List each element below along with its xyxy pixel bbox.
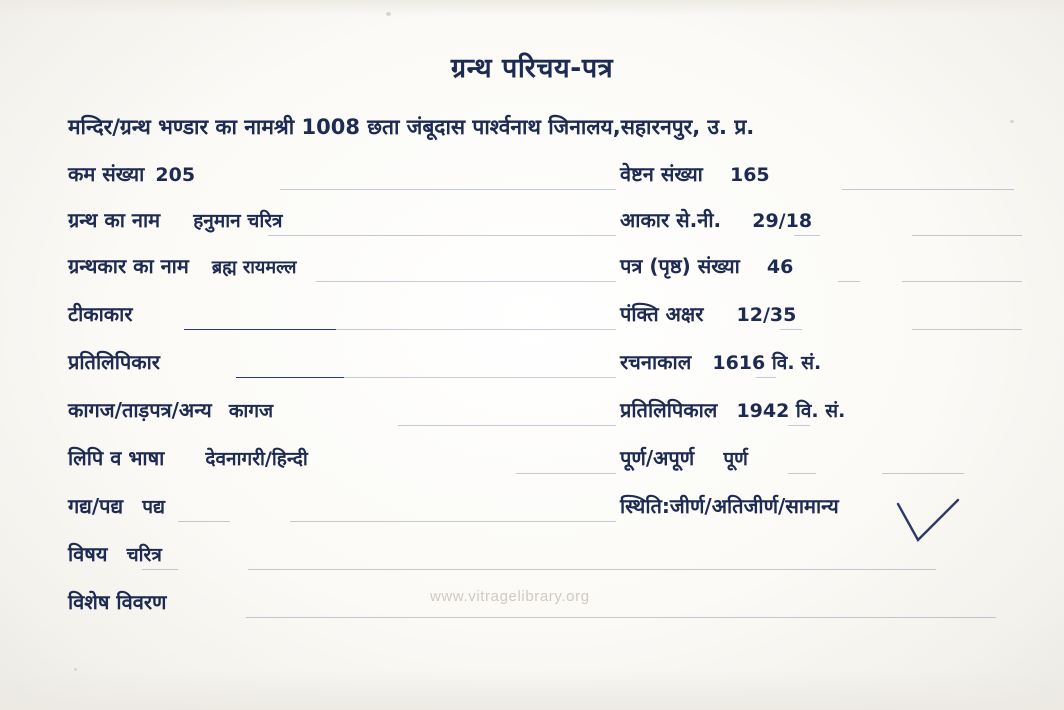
field-rule <box>184 329 336 330</box>
field-label: प्रतिलिपिकाल <box>620 398 718 422</box>
field-value: चरित्र <box>126 544 162 566</box>
field-row <box>68 300 616 334</box>
paper-speck <box>74 668 77 671</box>
field-row <box>68 160 616 194</box>
field-label: प्रतिलिपिकार <box>68 350 160 374</box>
field-label: पंक्ति अक्षर <box>620 302 704 326</box>
organization-value: श्री 1008 छता जंबूदास पार्श्वनाथ जिनालय,सहारनपुर, उ. प्र. <box>273 115 755 139</box>
field-row <box>620 300 1040 334</box>
field-value: पद्य <box>142 496 165 518</box>
field-label: आकार से.नी. <box>620 208 722 232</box>
field-rule <box>316 281 616 282</box>
field-label: टीकाकार <box>68 302 133 326</box>
field-value: 1942 वि. सं. <box>736 400 846 422</box>
field-row <box>620 444 1040 478</box>
checkmark-icon <box>896 498 962 544</box>
field-rule <box>788 473 816 474</box>
field-label: स्थिति:जीर्ण/अतिजीर्ण/सामान्य <box>620 494 839 518</box>
field-value: देवनागरी/हिन्दी <box>205 448 308 470</box>
field-rule <box>516 473 616 474</box>
field-value: ब्रह्म रायमल्ल <box>211 257 297 278</box>
field-row <box>620 396 1040 430</box>
field-rule <box>838 281 860 282</box>
field-row <box>68 396 616 430</box>
field-rule <box>902 281 1022 282</box>
field-row <box>620 206 1040 240</box>
field-value: कागज <box>228 400 274 422</box>
field-rule <box>336 329 616 330</box>
organization-label: मन्दिर/ग्रन्थ भण्डार का नाम <box>68 115 274 139</box>
field-rule <box>780 329 802 330</box>
paper-speck <box>386 12 391 16</box>
field-row <box>68 206 616 240</box>
field-label: ग्रन्थकार का नाम <box>68 254 189 278</box>
field-row <box>620 160 1040 194</box>
field-rule <box>398 425 616 426</box>
organization-line <box>68 113 1034 141</box>
field-value: 205 <box>155 164 196 186</box>
field-label: पूर्ण/अपूर्ण <box>620 446 695 470</box>
field-label: रचनाकाल <box>620 350 692 374</box>
field-value: हनुमान चरित्र <box>193 210 283 232</box>
field-label: विशेष विवरण <box>68 590 167 614</box>
field-value: 1616 वि. सं. <box>712 352 822 374</box>
field-value: 12/35 <box>736 304 797 326</box>
field-label: कागज/ताड़पत्र/अन्य <box>68 398 212 422</box>
page-title: ग्रन्थ परिचय-पत्र <box>450 53 614 84</box>
field-label: ग्रन्थ का नाम <box>68 208 161 232</box>
field-value: पूर्ण <box>723 448 748 470</box>
field-rule <box>882 473 964 474</box>
field-rule <box>268 235 616 236</box>
field-label: लिपि व भाषा <box>68 446 165 470</box>
field-row <box>68 540 616 574</box>
paper-edge-top <box>0 0 1064 16</box>
field-rule <box>248 569 936 570</box>
paper-edge-bottom <box>0 670 1064 710</box>
field-label: कम संख्या <box>68 162 145 186</box>
field-row <box>68 252 616 286</box>
field-rule <box>756 377 776 378</box>
field-label: गद्य/पद्य <box>68 494 124 518</box>
field-rule <box>236 377 344 378</box>
field-label: विषय <box>68 542 108 566</box>
field-row <box>620 348 1040 382</box>
field-rule <box>178 521 230 522</box>
field-label: पत्र (पृष्ठ) संख्या <box>620 254 740 278</box>
field-value: 46 <box>766 256 794 278</box>
field-value: 165 <box>729 164 770 186</box>
field-rule <box>912 235 1022 236</box>
field-rule <box>842 189 1014 190</box>
watermark: www.vitragelibrary.org <box>430 588 590 605</box>
field-rule <box>280 189 616 190</box>
field-rule <box>344 377 616 378</box>
field-row <box>68 444 616 478</box>
field-rule <box>788 425 810 426</box>
field-rule <box>246 617 996 618</box>
field-rule <box>142 569 178 570</box>
field-row <box>620 252 1040 286</box>
field-label: वेष्टन संख्या <box>620 162 703 186</box>
field-row <box>68 492 616 526</box>
field-row <box>68 348 616 382</box>
field-rule <box>794 235 820 236</box>
field-rule <box>290 521 616 522</box>
field-row <box>620 492 1040 526</box>
field-rule <box>912 329 1022 330</box>
field-value: 29/18 <box>752 210 813 232</box>
